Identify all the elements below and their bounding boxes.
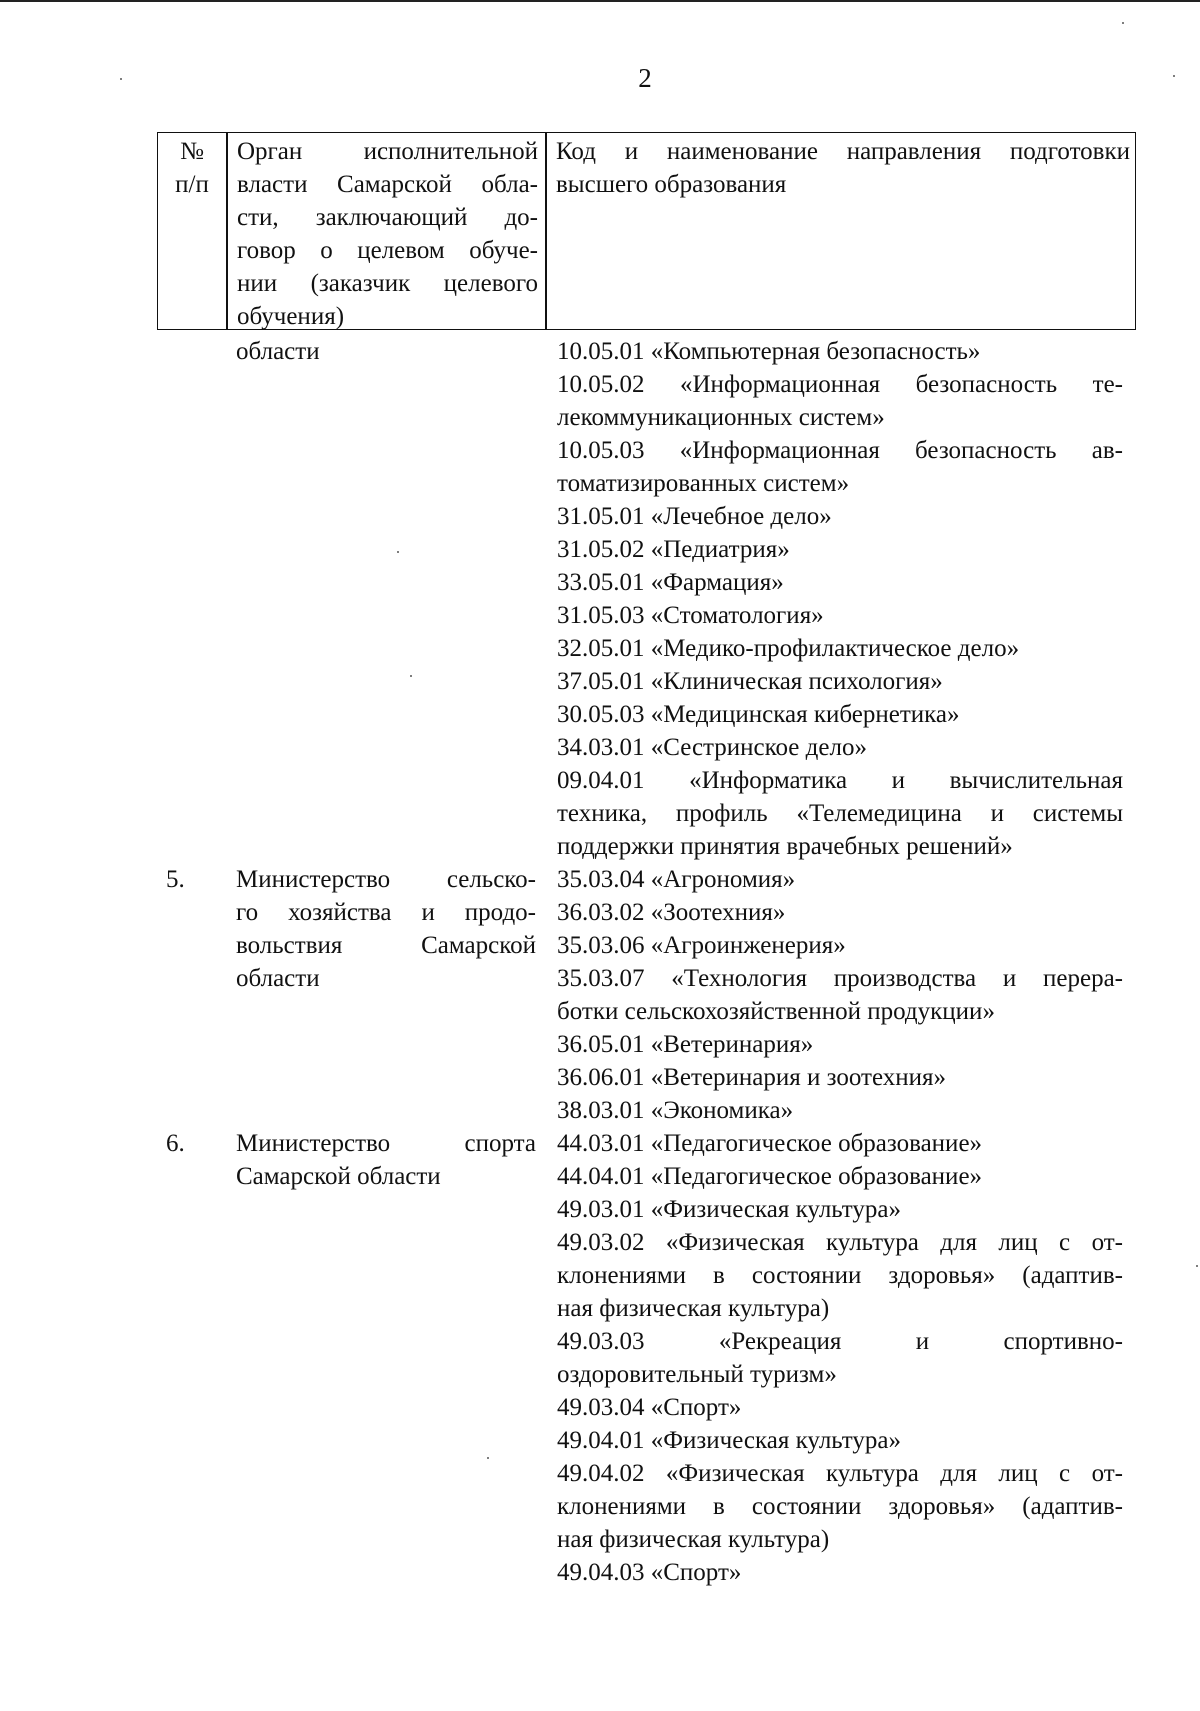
code-line: 31.05.01 «Лечебное дело»: [557, 503, 832, 530]
org-line: Самарской области: [236, 1163, 441, 1190]
code-line: 09.04.01 «Информатика и вычислительная: [557, 767, 1123, 794]
column-divider: [226, 133, 228, 329]
scan-speck: [1173, 75, 1175, 77]
scan-speck: [410, 675, 412, 677]
code-line: 49.03.03 «Рекреация и спортивно-: [557, 1328, 1123, 1355]
code-line: 37.05.01 «Клиническая психология»: [557, 668, 943, 695]
header-org-line: Орган исполнительной: [237, 138, 538, 165]
scan-speck: [487, 1457, 489, 1459]
code-line: 30.05.03 «Медицинская кибернетика»: [557, 701, 960, 728]
header-num-cell: [158, 135, 226, 201]
header-code-cell: [556, 135, 1130, 201]
code-line: 10.05.01 «Компьютерная безопасность»: [557, 338, 981, 365]
code-line: 32.05.01 «Медико-профилактическое дело»: [557, 635, 1020, 662]
page-number: 2: [638, 63, 652, 93]
code-line: 35.03.06 «Агроинженерия»: [557, 932, 846, 959]
code-line: 49.03.02 «Физическая культура для лиц с от-: [557, 1229, 1123, 1256]
code-line: 49.03.04 «Спорт»: [557, 1394, 742, 1421]
code-line: 36.03.02 «Зоотехния»: [557, 899, 786, 926]
code-line: 49.04.03 «Спорт»: [557, 1559, 742, 1586]
header-org-line: обучения): [237, 303, 345, 330]
header-org-line: нии (заказчик целевого: [237, 270, 538, 297]
code-line: лекоммуникационных систем»: [557, 404, 885, 431]
code-line: 34.03.01 «Сестринское дело»: [557, 734, 867, 761]
org-line: го хозяйства и продо-: [236, 899, 536, 926]
header-num-line: п/п: [175, 171, 209, 198]
code-line: 10.05.03 «Информационная безопасность ав-: [557, 437, 1123, 464]
scan-speck: [397, 551, 399, 553]
code-line: 38.03.01 «Экономика»: [557, 1097, 794, 1124]
code-line: 31.05.02 «Педиатрия»: [557, 536, 790, 563]
code-line: ная физическая культура): [557, 1526, 830, 1553]
code-line: 49.04.01 «Физическая культура»: [557, 1427, 901, 1454]
header-code-line: Код и наименование направления подготовки: [556, 138, 1130, 165]
org-line: области: [236, 965, 320, 992]
header-org-cell: [237, 135, 538, 333]
header-code-line: высшего образования: [556, 171, 787, 198]
code-line: 36.06.01 «Ветеринария и зоотехния»: [557, 1064, 947, 1091]
code-line: томатизированных систем»: [557, 470, 850, 497]
top-rule: [0, 0, 1200, 2]
code-line: 36.05.01 «Ветеринария»: [557, 1031, 814, 1058]
row-number: 6.: [166, 1130, 185, 1157]
code-line: 44.03.01 «Педагогическое образование»: [557, 1130, 983, 1157]
code-line: техника, профиль «Телемедицина и системы: [557, 800, 1123, 827]
scan-speck: [1122, 22, 1124, 24]
code-line: клонениями в состоянии здоровья» (адаптив-: [557, 1493, 1123, 1520]
code-line: оздоровительный туризм»: [557, 1361, 837, 1388]
code-line: ная физическая культура): [557, 1295, 830, 1322]
code-line: клонениями в состоянии здоровья» (адаптив-: [557, 1262, 1123, 1289]
row-number: 5.: [166, 866, 185, 893]
header-org-line: сти, заключающий до-: [237, 204, 538, 231]
code-line: 49.04.02 «Физическая культура для лиц с от-: [557, 1460, 1123, 1487]
code-line: 10.05.02 «Информационная безопасность те-: [557, 371, 1123, 398]
code-line: поддержки принятия врачебных решений»: [557, 833, 1013, 860]
code-line: 35.03.04 «Агрономия»: [557, 866, 796, 893]
header-org-line: говор о целевом обуче-: [237, 237, 538, 264]
code-line: ботки сельскохозяйственной продукции»: [557, 998, 995, 1025]
scan-speck: [1196, 1265, 1198, 1267]
header-org-line: власти Самарской обла-: [237, 171, 538, 198]
code-line: 49.03.01 «Физическая культура»: [557, 1196, 901, 1223]
code-line: 31.05.03 «Стоматология»: [557, 602, 824, 629]
column-divider: [545, 133, 547, 329]
org-line: вольствия Самарской: [236, 932, 536, 959]
code-line: 35.03.07 «Технология производства и перера-: [557, 965, 1123, 992]
header-num-line: №: [180, 138, 204, 165]
code-line: 44.04.01 «Педагогическое образование»: [557, 1163, 983, 1190]
code-line: 33.05.01 «Фармация»: [557, 569, 784, 596]
scan-speck: [120, 78, 122, 80]
org-line: Министерство сельско-: [236, 866, 536, 893]
org-line: области: [236, 338, 320, 365]
org-line: Министерство спорта: [236, 1130, 536, 1157]
table-header: [157, 132, 1136, 330]
